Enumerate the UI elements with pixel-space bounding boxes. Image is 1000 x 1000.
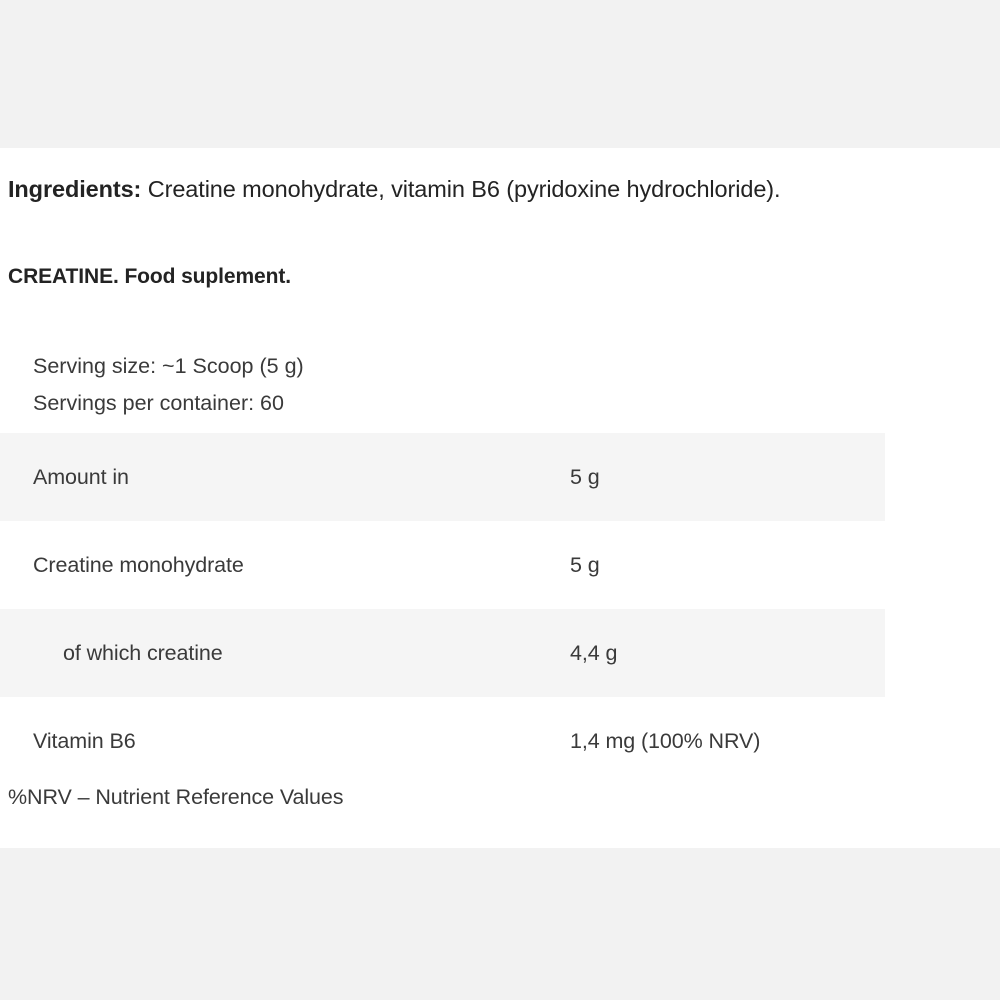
table-row (0, 433, 885, 521)
table-cell-name: of which creatine (63, 640, 223, 665)
table-cell-value: 4,4 g (570, 640, 618, 665)
table-row (0, 697, 885, 785)
ingredients-text: Creatine monohydrate, vitamin B6 (pyridoxine hydrochloride). (141, 176, 781, 202)
product-title: CREATINE. Food suplement. (8, 265, 291, 288)
label-sheet (0, 148, 1000, 848)
ingredients-label: Ingredients: (8, 176, 142, 202)
ingredients-line (8, 174, 998, 205)
table-cell-value: 5 g (570, 552, 600, 577)
serving-size: Serving size: ~1 Scoop (5 g) (33, 354, 304, 378)
serving-info (33, 348, 304, 422)
table-cell-name: Creatine monohydrate (33, 552, 244, 577)
table-cell-name: Amount in (33, 464, 129, 489)
nrv-footnote: %NRV – Nutrient Reference Values (8, 785, 344, 809)
servings-per-container: Servings per container: 60 (33, 390, 284, 415)
table-cell-value: 5 g (570, 464, 600, 489)
nutrition-table (0, 433, 885, 785)
table-row (0, 609, 885, 697)
table-cell-name: Vitamin B6 (33, 728, 136, 753)
table-cell-value: 1,4 mg (100% NRV) (570, 728, 761, 753)
table-row (0, 521, 885, 609)
